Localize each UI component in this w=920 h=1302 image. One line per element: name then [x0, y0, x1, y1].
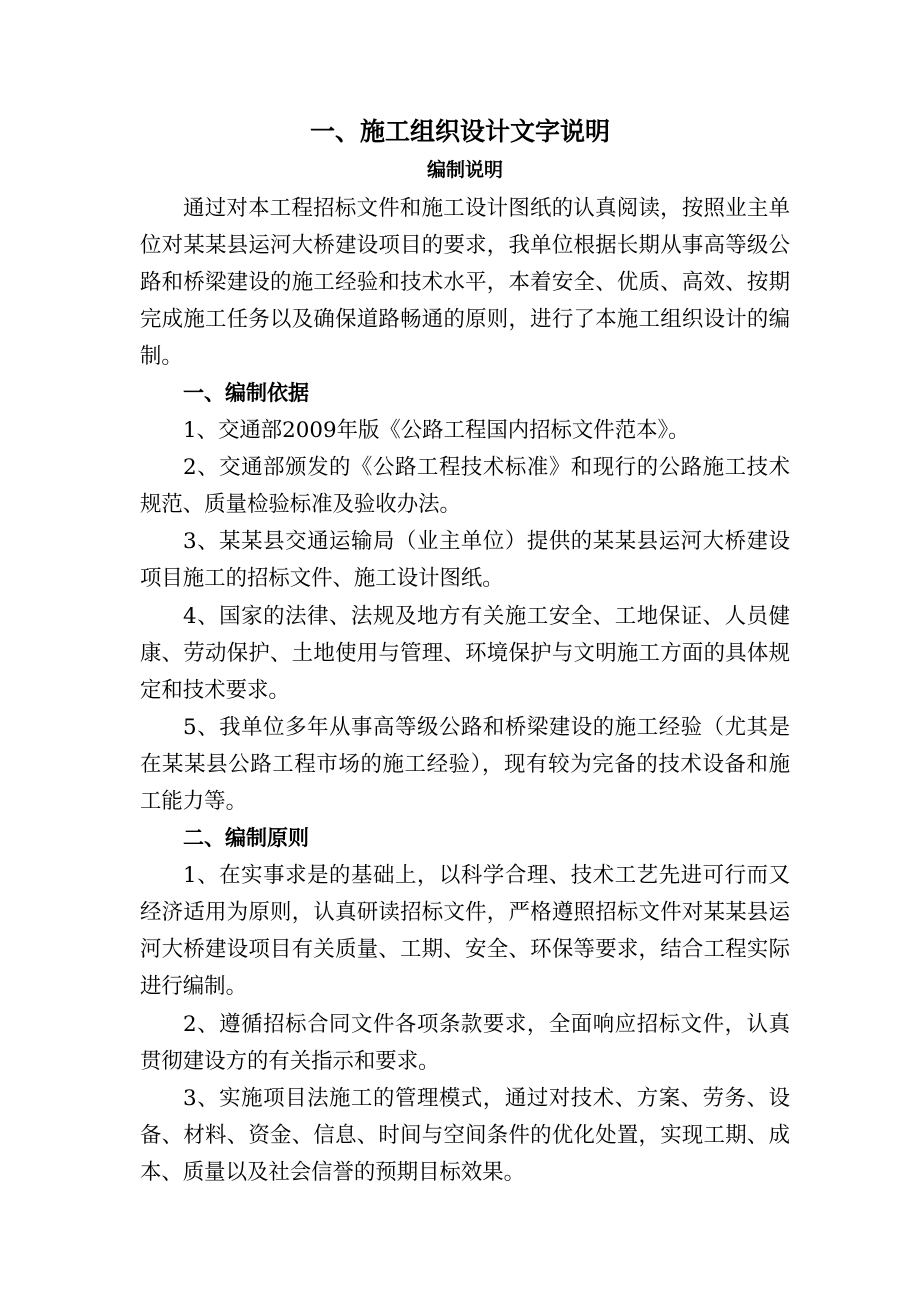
- paragraph-line: 完成施工任务以及确保道路畅通的原则，进行了本施工组织设计的编: [140, 306, 790, 332]
- paragraph-line: 4、国家的法律、法规及地方有关施工安全、工地保证、人员健: [183, 603, 790, 629]
- paragraph-line: 2、交通部颁发的《公路工程技术标准》和现行的公路施工技术: [183, 455, 790, 481]
- document-title: 一、施工组织设计文字说明: [309, 117, 610, 146]
- paragraph-line: 经济适用为原则，认真研读招标文件，严格遵照招标文件对某某县运: [140, 900, 790, 926]
- paragraph-line: 贯彻建设方的有关指示和要求。: [140, 1048, 440, 1074]
- paragraph-line: 本、质量以及社会信誉的预期目标效果。: [140, 1159, 526, 1185]
- paragraph: [140, 1006, 790, 1080]
- paragraph-line: 通过对本工程招标文件和施工设计图纸的认真阅读，按照业主单: [183, 195, 790, 221]
- section-heading: 一、编制依据: [183, 380, 309, 405]
- paragraph: [140, 523, 790, 597]
- paragraph-line: 制。: [140, 343, 183, 369]
- paragraph-line: 位对某某县运河大桥建设项目的要求，我单位根据长期从事高等级公: [140, 232, 790, 258]
- paragraph: [140, 857, 790, 1005]
- paragraph-line: 1、在实事求是的基础上，以科学合理、技术工艺先进可行而又: [183, 863, 790, 889]
- paragraph-line: 1、交通部2009年版《公路工程国内招标文件范本》。: [183, 418, 690, 444]
- paragraph: [140, 190, 790, 375]
- paragraph-line: 项目施工的招标文件、施工设计图纸。: [140, 566, 504, 592]
- paragraph-line: 康、劳动保护、土地使用与管理、环境保护与文明施工方面的具体规: [140, 640, 790, 666]
- paragraph-line: 路和桥梁建设的施工经验和技术水平，本着安全、优质、高效、按期: [140, 269, 790, 295]
- paragraph-line: 进行编制。: [140, 974, 247, 1000]
- paragraph-line: 2、遵循招标合同文件各项条款要求，全面响应招标文件，认真: [183, 1011, 790, 1037]
- document-subtitle: 编制说明: [426, 159, 503, 181]
- paragraph-line: 定和技术要求。: [140, 677, 290, 703]
- paragraph-line: 在某某县公路工程市场的施工经验），现有较为完备的技术设备和施: [140, 751, 790, 777]
- section-heading: 二、编制原则: [183, 826, 309, 851]
- paragraph: [140, 1080, 790, 1191]
- paragraph: [140, 709, 790, 820]
- paragraph-line: 3、某某县交通运输局（业主单位）提供的某某县运河大桥建设: [183, 529, 790, 555]
- paragraph-line: 5、我单位多年从事高等级公路和桥梁建设的施工经验（尤其是: [183, 714, 790, 740]
- paragraph-line: 工能力等。: [140, 789, 247, 814]
- paragraph-line: 河大桥建设项目有关质量、工期、安全、环保等要求，结合工程实际: [140, 937, 790, 963]
- paragraph-line: 备、材料、资金、信息、时间与空间条件的优化处置，实现工期、成: [140, 1122, 790, 1148]
- paragraph: [140, 598, 790, 709]
- paragraph-line: 3、实施项目法施工的管理模式，通过对技术、方案、劳务、设: [183, 1085, 790, 1111]
- paragraph: [140, 412, 790, 449]
- paragraph-line: 规范、质量检验标准及验收办法。: [140, 492, 461, 518]
- document-body: [140, 190, 790, 1192]
- paragraph: [140, 449, 790, 523]
